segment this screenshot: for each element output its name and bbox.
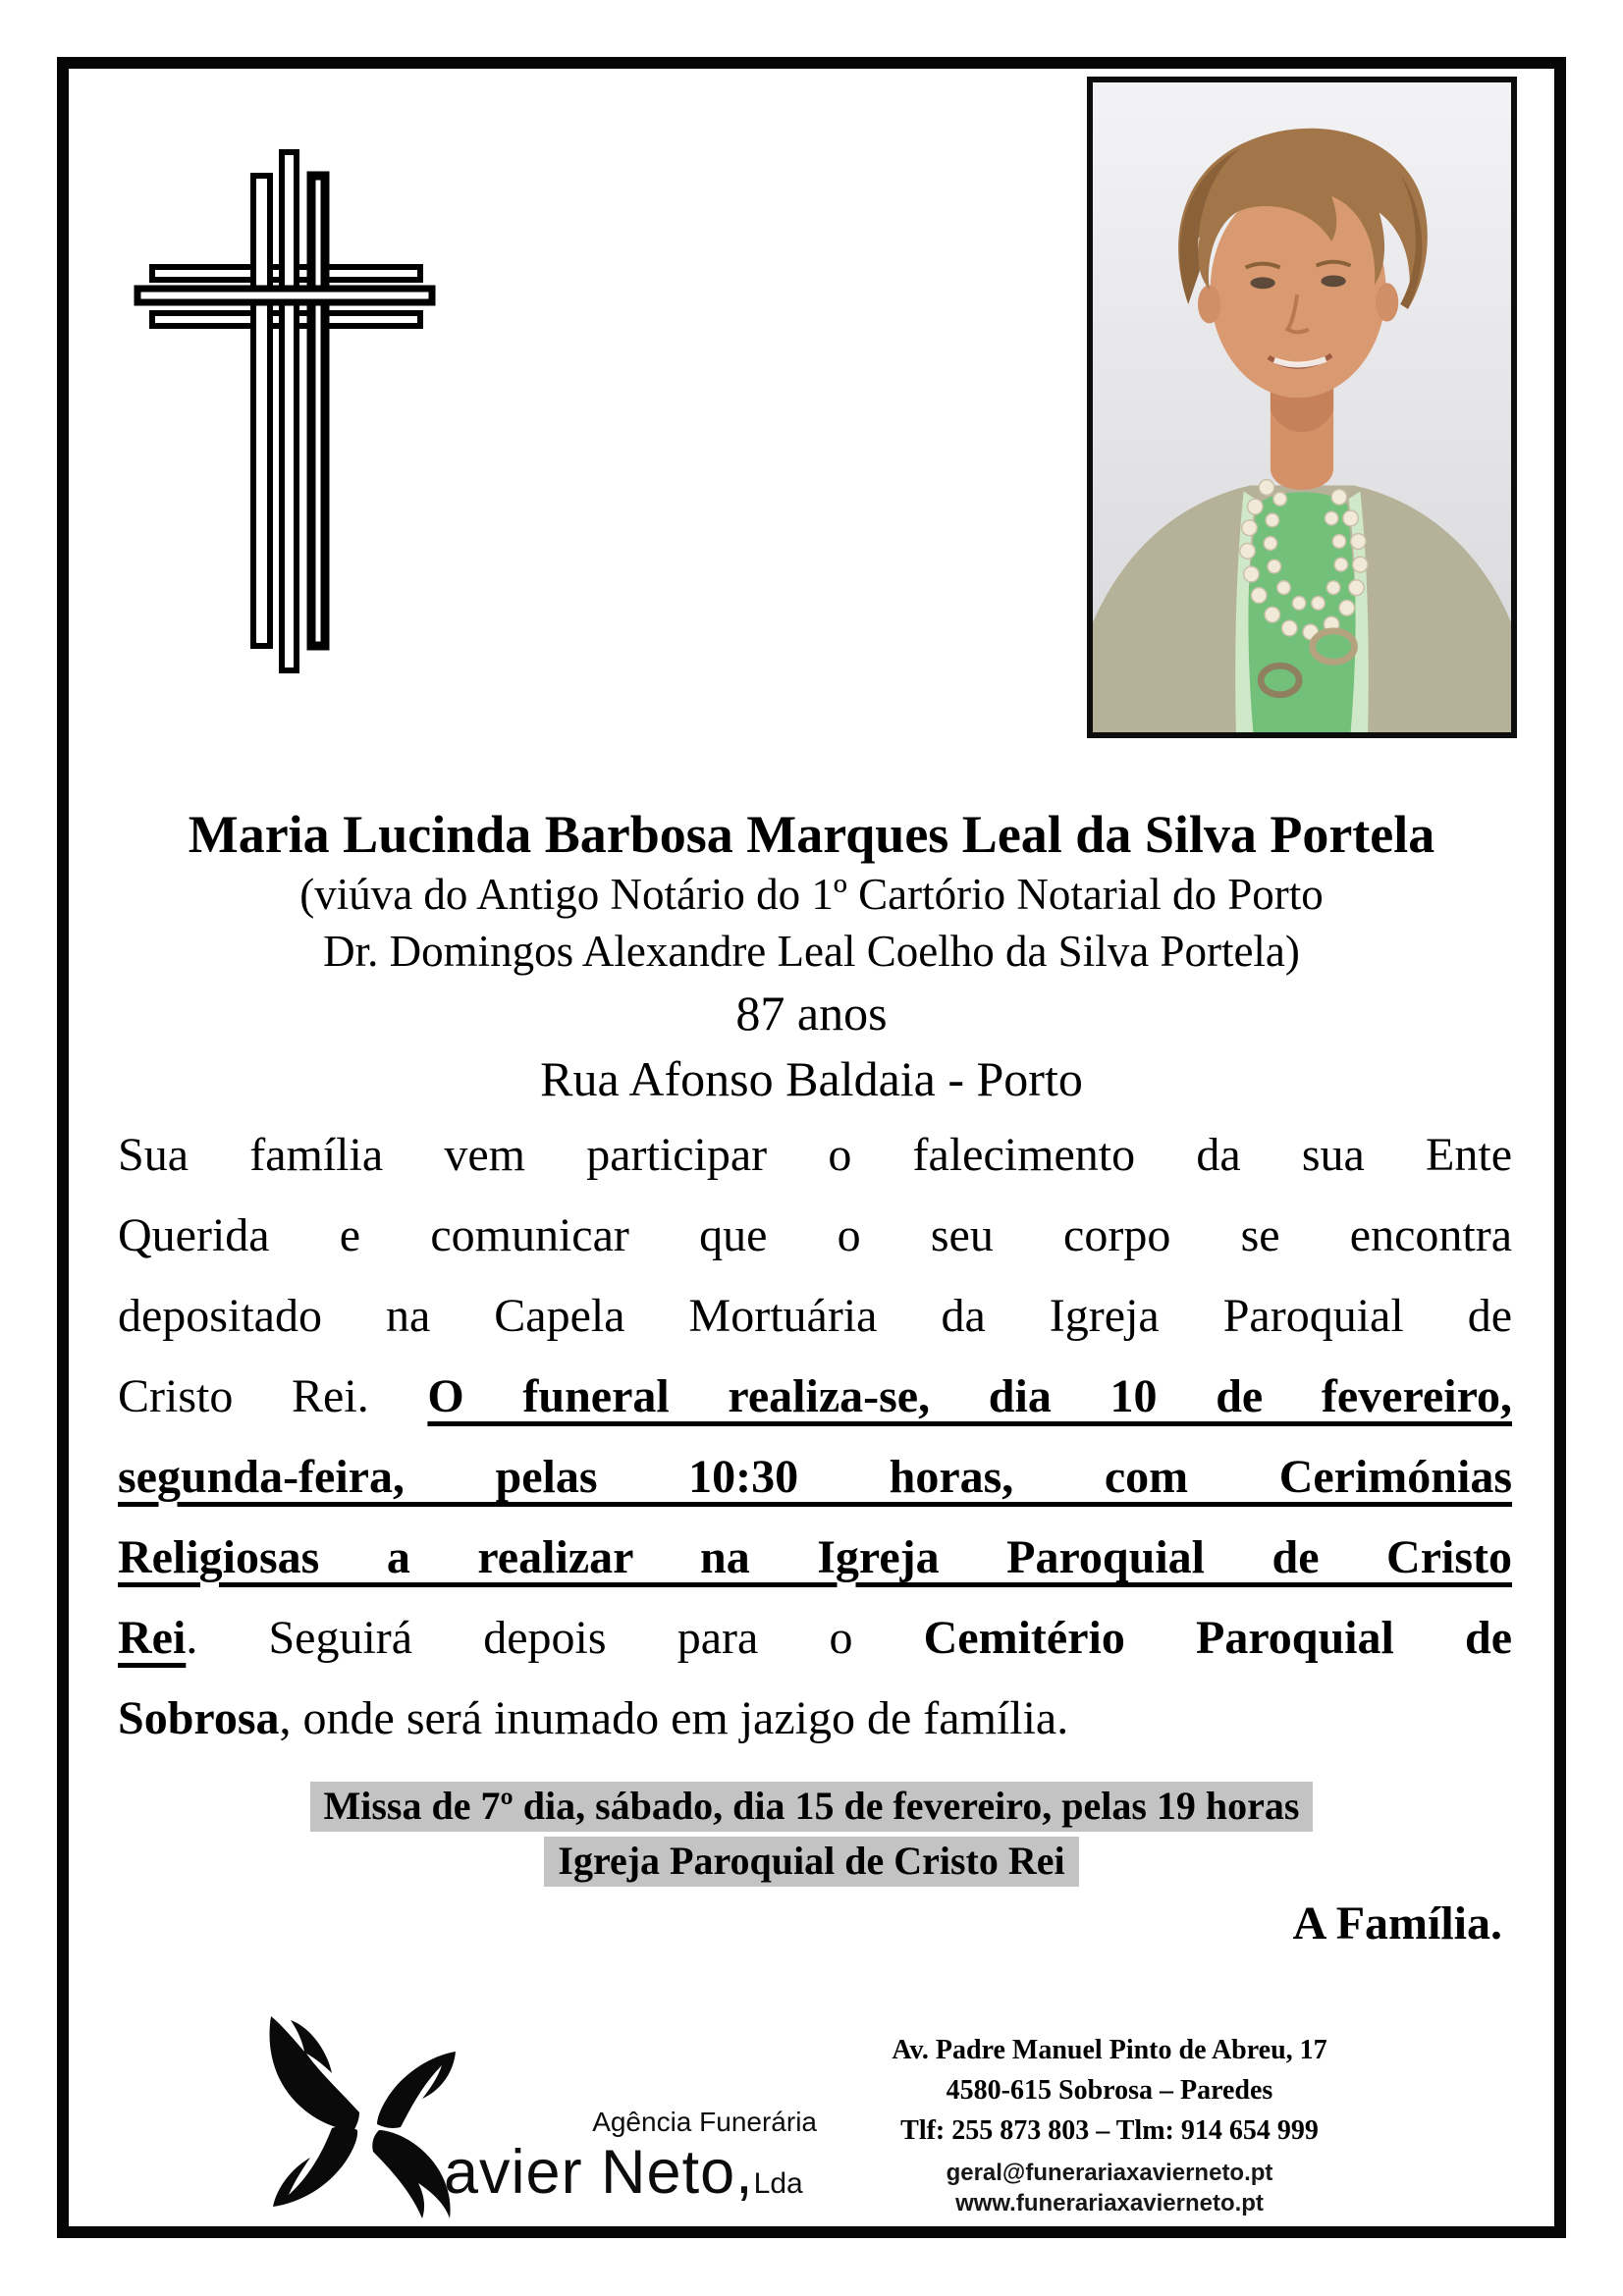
paragraph-segment: , onde será inumado em jazigo de família. — [279, 1692, 1069, 1744]
paragraph-line — [118, 1518, 1512, 1598]
obituary-paragraph — [118, 1115, 1512, 1759]
deceased-subtitle-line1: (viúva do Antigo Notário do 1º Cartório Notarial do Porto — [299, 870, 1324, 919]
paragraph-segment: Cemitério Paroquial de — [923, 1612, 1512, 1664]
paragraph-line — [118, 1598, 1512, 1679]
paragraph-line — [118, 1437, 1512, 1518]
agency-suffix: Lda — [753, 2167, 803, 2200]
paragraph-segment: Querida e comunicar que o seu corpo se encontra — [118, 1209, 1512, 1261]
deceased-name: Maria Lucinda Barbosa Marques Leal da Silva Portela — [188, 805, 1435, 864]
paragraph-segment: Religiosas a realizar na Igreja Paroquial de Cristo — [118, 1531, 1512, 1583]
deceased-portrait-photo — [1087, 77, 1517, 738]
paragraph-segment: . Seguirá depois para o — [186, 1612, 924, 1664]
mass-notice-line1: Missa de 7º dia, sábado, dia 15 de fevereiro, pelas 19 horas — [88, 1779, 1535, 1834]
agency-address-line2: 4580-615 Sobrosa – Paredes — [946, 2075, 1273, 2106]
paragraph-line — [118, 1115, 1512, 1196]
deceased-address: Rua Afonso Baldaia - Porto — [540, 1051, 1083, 1106]
agency-logo-x-icon — [263, 2014, 464, 2222]
mass-notice-line2: Igreja Paroquial de Cristo Rei — [88, 1834, 1535, 1889]
paragraph-segment: depositado na Capela Mortuária da Igreja Paroquial de — [118, 1290, 1512, 1342]
deceased-subtitle-line2: Dr. Domingos Alexandre Leal Coelho da Silva Portela) — [323, 927, 1300, 976]
agency-phones: Tlf: 255 873 803 – Tlm: 914 654 999 — [900, 2115, 1319, 2146]
paragraph-segment: Rei — [118, 1612, 187, 1664]
header-block — [88, 803, 1535, 1111]
paragraph-line — [118, 1276, 1512, 1357]
deceased-age: 87 anos — [735, 986, 888, 1041]
agency-label: Agência Funerária — [592, 2107, 817, 2137]
paragraph-line — [118, 1196, 1512, 1276]
agency-web-block — [884, 2158, 1335, 2218]
paragraph-segment: Sobrosa — [118, 1692, 280, 1744]
agency-website: www.funerariaxavierneto.pt — [955, 2190, 1264, 2216]
paragraph-line — [118, 1679, 1512, 1759]
paragraph-segment: Cristo Rei. — [118, 1370, 428, 1422]
paragraph-segment: O funeral realiza-se, dia 10 de fevereiro, — [427, 1370, 1512, 1422]
agency-address-line1: Av. Padre Manuel Pinto de Abreu, 17 — [892, 2035, 1327, 2065]
paragraph-line — [118, 1357, 1512, 1437]
cross-icon — [123, 145, 447, 680]
agency-name: avier Neto,Lda — [444, 2138, 803, 2207]
agency-contact-block — [884, 2030, 1335, 2151]
family-signature: A Família. — [1292, 1897, 1502, 1949]
mass-notice — [88, 1779, 1535, 1889]
paragraph-segment: Sua família vem participar o falecimento da sua Ente — [118, 1129, 1512, 1181]
agency-email: geral@funerariaxavierneto.pt — [946, 2160, 1273, 2186]
paragraph-segment: segunda-feira, pelas 10:30 horas, com Cerimónias — [118, 1451, 1512, 1503]
